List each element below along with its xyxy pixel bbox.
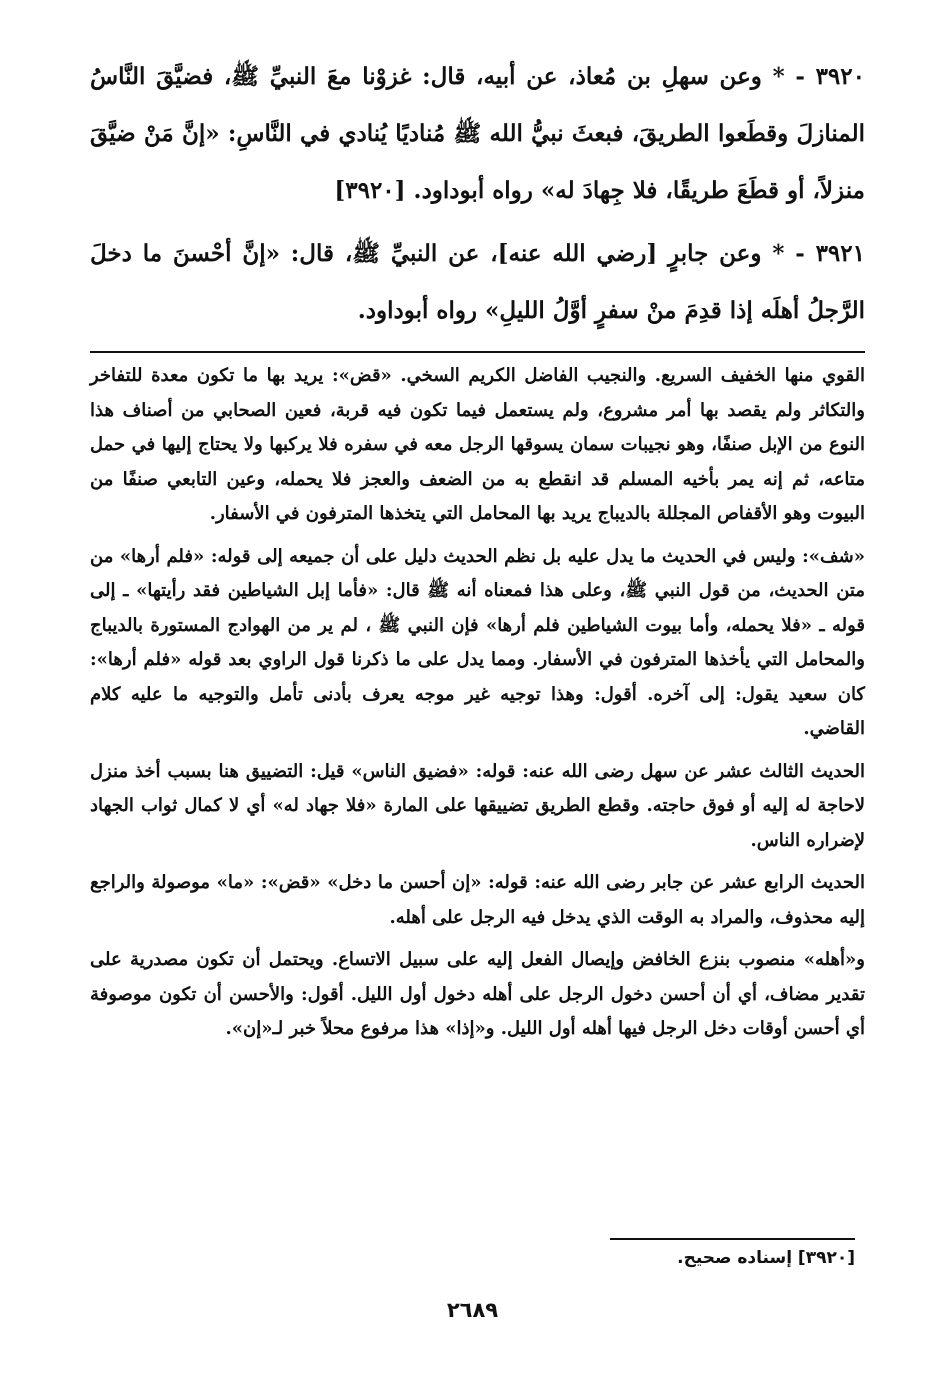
footnote-divider: [610, 1238, 855, 1240]
commentary-section: [90, 359, 865, 1047]
commentary-divider: [90, 351, 865, 353]
commentary-paragraph: و«أهله» منصوب بنزع الخافض وإيصال الفعل إليه على سبيل الاتساع. ويحتمل أن تكون مصدرية على تقدير مضاف، أي أن أحسن دخول الرجل على أهله دخول أول الليل. أقول: والأحسن أن تكون موصوفة أي أحسن أوقات دخل الرجل فيها أهله أول الليل. و«إذا» هذا مرفوع محلاً خبر لـ«إن».: [90, 949, 865, 1039]
hadith-3921: ٣٩٢١ - * وعن جابرٍ [رضي الله عنه]، عن النبيِّ ﷺ، قال: «إنَّ أحْسنَ ما دخلَ الرَّجلُ أهلَه إذا قدِمَ منْ سفرٍ أوَّلُ الليلِ» رواه أبوداود.: [90, 240, 865, 324]
footnote: [٣٩٢٠] إسناده صحيح.: [677, 1248, 855, 1268]
page-number: ٢٦٨٩: [446, 1298, 499, 1322]
commentary-paragraph: «شف»: وليس في الحديث ما يدل عليه بل نظم الحديث دليل على أن جميعه إلى قوله: «فلم أرها» من متن الحديث، من قول النبي ﷺ، وعلى هذا فمعناه أنه ﷺ قال: «فأما إبل الشياطين فقد رأيتها» ـ إلى قوله ـ «فلا يحمله، وأما بيوت الشياطين فلم أرها» فإن النبي ﷺ ، لم ير من الهوادج المستورة بالديباج والمحامل التي يأخذها المترفون في الأسفار. ومما يدل على ما ذكرنا قول الراوي بعد قوله «فلم أرها»: كان سعيد يقول: إلى آخره. أقول: وهذا توجيه غير موجه يعرف بأدنى تأمل والتوجيه ما عليه كلام القاضي.: [90, 545, 865, 739]
commentary-paragraph: القوي منها الخفيف السريع. والنجيب الفاضل الكريم السخي. «قض»: يريد بها ما تكون معدة للتفاخر والتكاثر ولم يقصد بها أمر مشروع، ولم يستعمل فيما تكون فيه قربة، فعين الصحابي من أصناف هذا النوع من الإبل صنفًا، وهو نجيبات سمان يسوقها الرجل معه في سفره فلا يركبها ولا يحتاج إليها في حمل متاعه، ثم إنه يمر بأخيه المسلم قد انقطع به من الضعف والعجز فلا يحمله، وعين التابعي صنفًا من البيوت وهو الأقفاص المجللة بالديباج يريد بها المحامل التي يتخذها المترفون في الأسفار.: [90, 365, 865, 524]
commentary-paragraph: الحديث الرابع عشر عن جابر رضى الله عنه: قوله: «إن أحسن ما دخل» «قض»: «ما» موصولة والراجع إليه محذوف، والمراد به الوقت الذي يدخل فيه الرجل على أهله.: [90, 872, 865, 928]
hadith-3920: ٣٩٢٠ - * وعن سهلِ بن مُعاذ، عن أبيه، قال: غزوْنا معَ النبيِّ ﷺ، فضيَّقَ النَّاسُ المنازلَ وقطَعوا الطريقَ، فبعثَ نبيُّ الله ﷺ مُناديًا يُنادي في النَّاسِ: «إنَّ مَنْ ضيَّقَ منزلاً، أو قطَعَ طريقًا، فلا جِهادَ له» رواه أبوداود. [٣٩٢٠]: [90, 63, 865, 204]
page-body: [90, 48, 865, 1055]
commentary-paragraph: الحديث الثالث عشر عن سهل رضى الله عنه: قوله: «فضيق الناس» قيل: التضييق هنا بسبب أخذ منزل لاحاجة له إليه أو فوق حاجته. وقطع الطريق تضييقها على المارة «فلا جهاد له» أي لا كمال ثواب الجهاد لإضراره الناس.: [90, 760, 865, 851]
